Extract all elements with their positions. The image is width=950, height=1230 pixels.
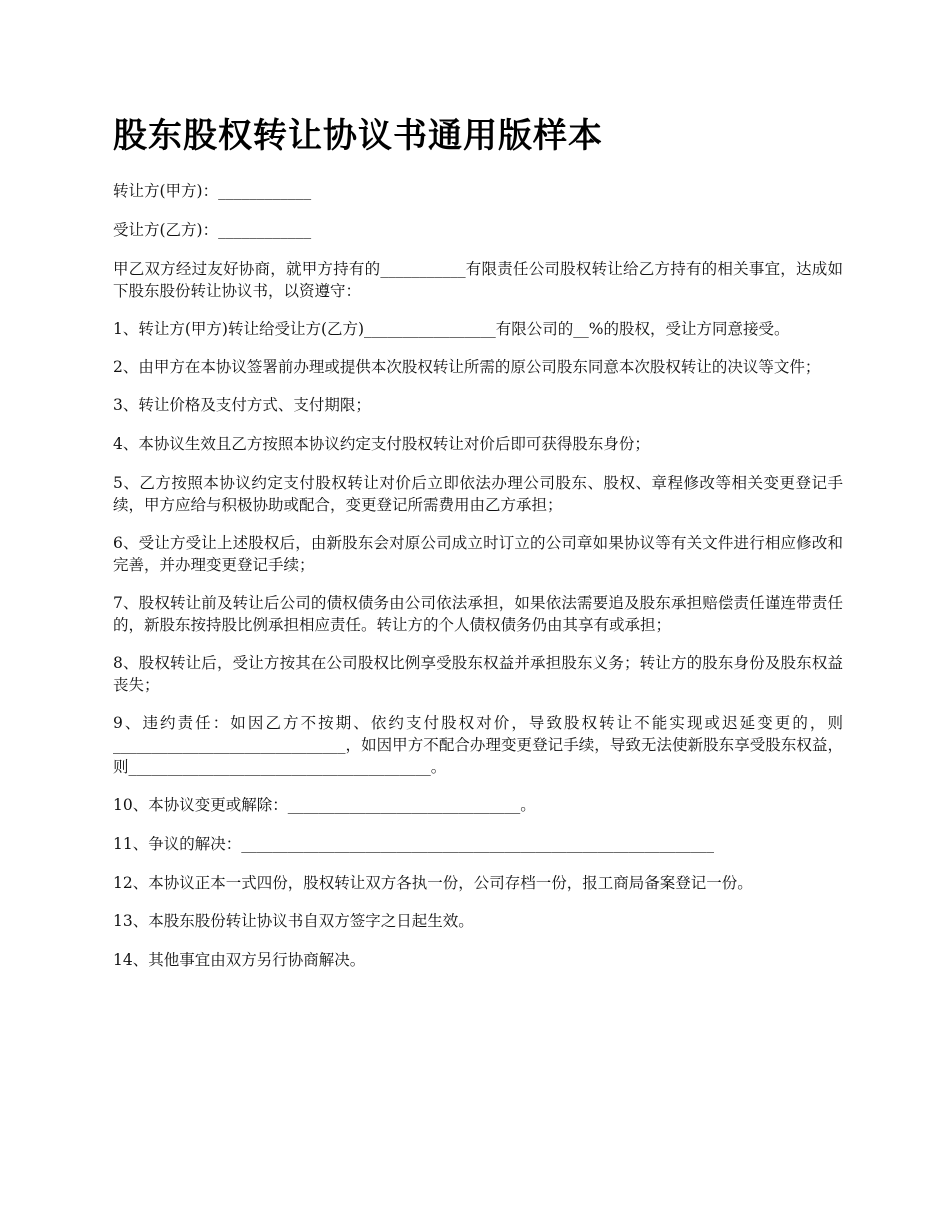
clause-4: 4、本协议生效且乙方按照本协议约定支付股权转让对价后即可获得股东身份；: [113, 435, 650, 453]
document-page: [113, 112, 843, 988]
clause-3: 3、转让价格及支付方式、支付期限；: [113, 396, 371, 414]
transferor-line: 转让方(甲方)：____________: [113, 182, 312, 200]
preamble-paragraph: 甲乙双方经过友好协商，就甲方持有的___________有限责任公司股权转让给乙方持有的相关事宜，达成如下股东股份转让协议书，以资遵守：: [113, 260, 843, 300]
clause-1: 1、转让方(甲方)转让给受让方(乙方)_________________有限公司的__%的股权，受让方同意接受。: [113, 320, 790, 338]
clause-9: 9、违约责任：如因乙方不按期、依约支付股权对价，导致股权转让不能实现或迟延变更的，则______________________________，如因甲方不配合办理变更登记手续，导致无法使新股东享受股东权益，则_______________________________________。: [113, 714, 843, 776]
transferee-line: 受让方(乙方)：____________: [113, 221, 312, 239]
clause-7: 7、股权转让前及转让后公司的债权债务由公司依法承担，如果依法需要追及股东承担赔偿责任谨连带责任的，新股东按持股比例承担相应责任。转让方的个人债权债务仍由其享有或承担；: [113, 594, 843, 634]
clause-11: 11、争议的解决：_____________________________________________________________: [113, 835, 714, 853]
clause-12: 12、本协议正本一式四份，股权转让双方各执一份，公司存档一份，报工商局备案登记一份。: [113, 874, 753, 892]
clause-10: 10、本协议变更或解除：______________________________。: [113, 796, 536, 814]
clause-14: 14、其他事宜由双方另行协商解决。: [113, 951, 366, 969]
document-title: 股东股权转让协议书通用版样本: [113, 116, 603, 156]
clause-2: 2、由甲方在本协议签署前办理或提供本次股权转让所需的原公司股东同意本次股权转让的决议等文件；: [113, 358, 821, 376]
clause-5: 5、乙方按照本协议约定支付股权转让对价后立即依法办理公司股东、股权、章程修改等相关变更登记手续，甲方应给与积极协助或配合，变更登记所需费用由乙方承担；: [113, 474, 843, 514]
clause-8: 8、股权转让后，受让方按其在公司股权比例享受股东权益并承担股东义务；转让方的股东身份及股东权益丧失；: [113, 654, 843, 694]
clause-13: 13、本股东股份转让协议书自双方签字之日起生效。: [113, 912, 474, 930]
clause-6: 6、受让方受让上述股权后，由新股东会对原公司成立时订立的公司章如果协议等有关文件进行相应修改和完善，并办理变更登记手续；: [113, 534, 843, 574]
